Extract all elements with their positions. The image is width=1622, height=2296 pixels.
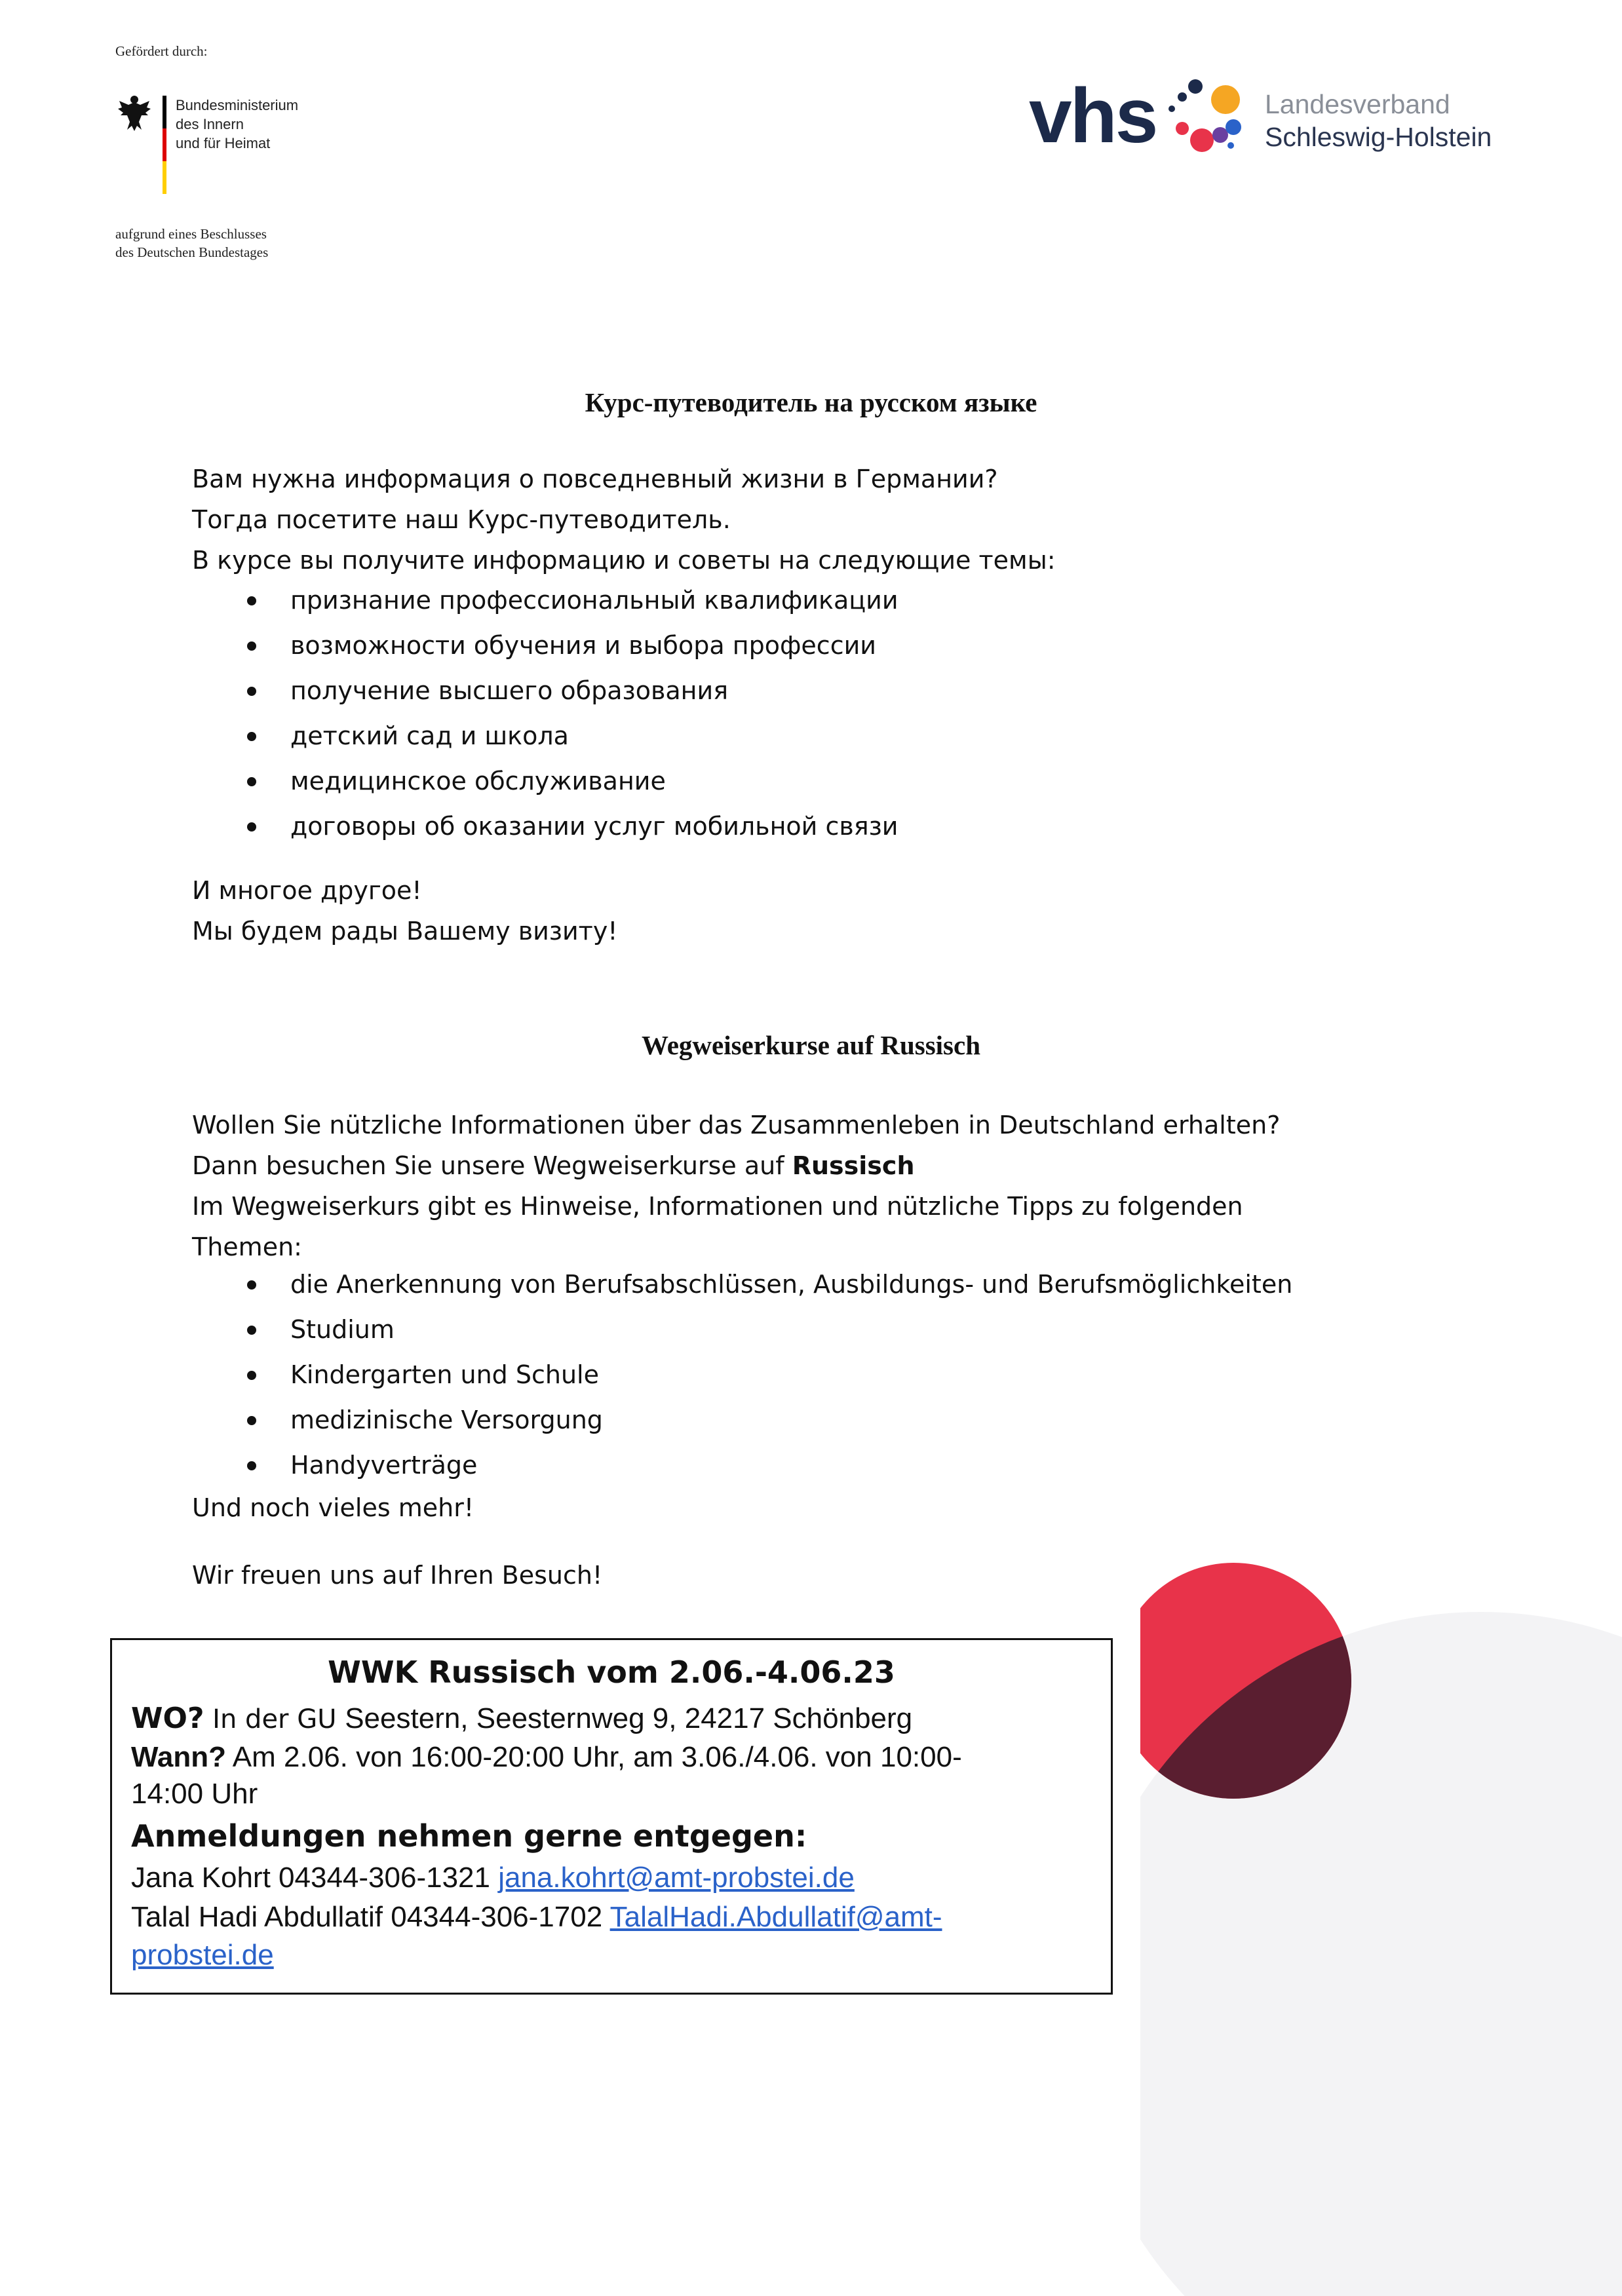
contact-line-1 <box>131 1862 855 1894</box>
resolution-line: des Deutschen Bundestages <box>115 244 269 260</box>
when-line <box>131 1741 962 1774</box>
list-item <box>192 1443 1292 1488</box>
intro-line: Тогда посетите наш Курс-путеводитель. <box>192 505 731 534</box>
email-link-continued[interactable]: probstei.de <box>131 1939 274 1971</box>
intro-line: В курсе вы получите информацию и советы на следующие темы: <box>192 546 1056 575</box>
list-item-text: договоры об оказании услуг мобильной связи <box>290 812 898 841</box>
course-title: WWK Russisch vom 2.06.-4.06.23 <box>328 1655 895 1690</box>
vhs-logo-wordmark: vhs <box>1029 73 1157 159</box>
intro-line: Вам нужна информация о повседневный жизни в Германии? <box>192 465 998 493</box>
russian-intro <box>192 459 1056 581</box>
german-more: Und noch vieles mehr! <box>192 1493 474 1522</box>
decorative-circles <box>1140 1507 1622 2296</box>
vhs-subtitle-line2: Schleswig-Holstein <box>1265 122 1492 152</box>
course-info-box <box>110 1638 1113 1995</box>
intro-line: Im Wegweiserkurs gibt es Hinweise, Informationen und nützliche Tipps zu folgenden <box>192 1192 1243 1221</box>
closing-line: И многое другое! <box>192 876 422 905</box>
email-link[interactable]: TalalHadi.Abdullatif@amt- <box>609 1901 942 1933</box>
intro-line: Themen: <box>192 1233 302 1261</box>
list-item <box>192 578 898 623</box>
russian-topic-list <box>192 578 898 849</box>
list-item-text: возможности обучения и выбора профессии <box>290 631 876 660</box>
russian-closing <box>192 870 618 951</box>
list-item <box>192 1307 1292 1352</box>
list-item-text: medizinische Versorgung <box>290 1406 603 1434</box>
contact-line-2 <box>131 1901 942 1934</box>
vhs-logo-dots-icon <box>1164 77 1249 163</box>
resolution-line: aufgrund eines Beschlusses <box>115 226 267 242</box>
intro-text: Dann besuchen Sie unsere Wegweiserkurse auf <box>192 1151 792 1180</box>
contact-line-2-continued <box>131 1939 274 1972</box>
list-item <box>192 1262 1292 1307</box>
list-item-text: признание профессиональный квалификации <box>290 586 898 615</box>
vhs-logo-subtitle <box>1265 88 1492 153</box>
ministry-line: Bundesministerium <box>176 97 299 113</box>
contact-name-phone: Talal Hadi Abdullatif 04344-306-1702 <box>131 1901 610 1933</box>
list-item <box>192 804 898 849</box>
list-item <box>192 668 898 714</box>
vhs-subtitle-line1: Landesverband <box>1265 89 1450 119</box>
ministry-name <box>176 96 298 153</box>
german-topic-list <box>192 1262 1292 1488</box>
bullet-icon <box>247 641 256 651</box>
funded-by-label: Gefördert durch: <box>115 43 208 59</box>
where-value: Seestern, Seesternweg 9, 24217 Schönberg <box>345 1702 913 1734</box>
list-item-text: die Anerkennung von Berufsabschlüssen, Ausbildungs- und Berufsmöglichkeiten <box>290 1270 1293 1299</box>
bullet-icon <box>247 1461 256 1470</box>
bullet-icon <box>247 687 256 696</box>
list-item-text: Handyverträge <box>290 1451 478 1480</box>
list-item-text: детский сад и школа <box>290 721 569 750</box>
list-item <box>192 1352 1292 1398</box>
resolution-note <box>115 225 268 261</box>
bullet-icon <box>247 1326 256 1335</box>
list-item <box>192 1398 1292 1443</box>
flag-stripe-gold <box>163 161 166 194</box>
german-flag-bar <box>163 96 166 194</box>
list-item-text: получение высшего образования <box>290 676 729 705</box>
bullet-icon <box>247 1280 256 1290</box>
russian-heading: Курс-путеводитель на русском языке <box>585 387 1037 417</box>
list-item <box>192 714 898 759</box>
federal-eagle-icon <box>117 93 152 132</box>
when-line-continued: 14:00 Uhr <box>131 1778 258 1810</box>
bullet-icon <box>247 596 256 605</box>
flag-stripe-red <box>163 128 166 161</box>
german-heading: Wegweiserkurse auf Russisch <box>641 1030 981 1060</box>
bullet-icon <box>247 1371 256 1380</box>
ministry-line: des Innern <box>176 116 244 132</box>
german-intro <box>192 1105 1280 1267</box>
list-item <box>192 623 898 668</box>
intro-line: Wollen Sie nützliche Informationen über das Zusammenleben in Deutschland erhalten? <box>192 1111 1281 1139</box>
email-link[interactable]: jana.kohrt@amt-probstei.de <box>498 1862 855 1894</box>
intro-bold-language: Russisch <box>792 1151 915 1180</box>
where-prefix: In der GU <box>204 1704 345 1734</box>
bullet-icon <box>247 732 256 741</box>
closing-line: Мы будем рады Вашему визиту! <box>192 917 618 946</box>
bullet-icon <box>247 822 256 832</box>
german-closing: Wir freuen uns auf Ihren Besuch! <box>192 1561 603 1590</box>
list-item-text: Kindergarten und Schule <box>290 1360 599 1389</box>
where-line <box>131 1702 912 1735</box>
contact-name-phone: Jana Kohrt 04344-306-1321 <box>131 1862 499 1894</box>
when-label: Wann? <box>131 1741 226 1773</box>
bullet-icon <box>247 1416 256 1425</box>
list-item-text: Studium <box>290 1315 395 1344</box>
registration-heading: Anmeldungen nehmen gerne entgegen: <box>131 1818 807 1854</box>
bullet-icon <box>247 777 256 786</box>
intro-line <box>192 1145 1280 1186</box>
list-item <box>192 759 898 804</box>
list-item-text: медицинское обслуживание <box>290 767 666 795</box>
where-label: WO? <box>131 1702 204 1735</box>
flag-stripe-black <box>163 96 166 128</box>
when-value: Am 2.06. von 16:00-20:00 Uhr, am 3.06./4.06. von 10:00- <box>226 1741 962 1773</box>
ministry-line: und für Heimat <box>176 135 271 151</box>
